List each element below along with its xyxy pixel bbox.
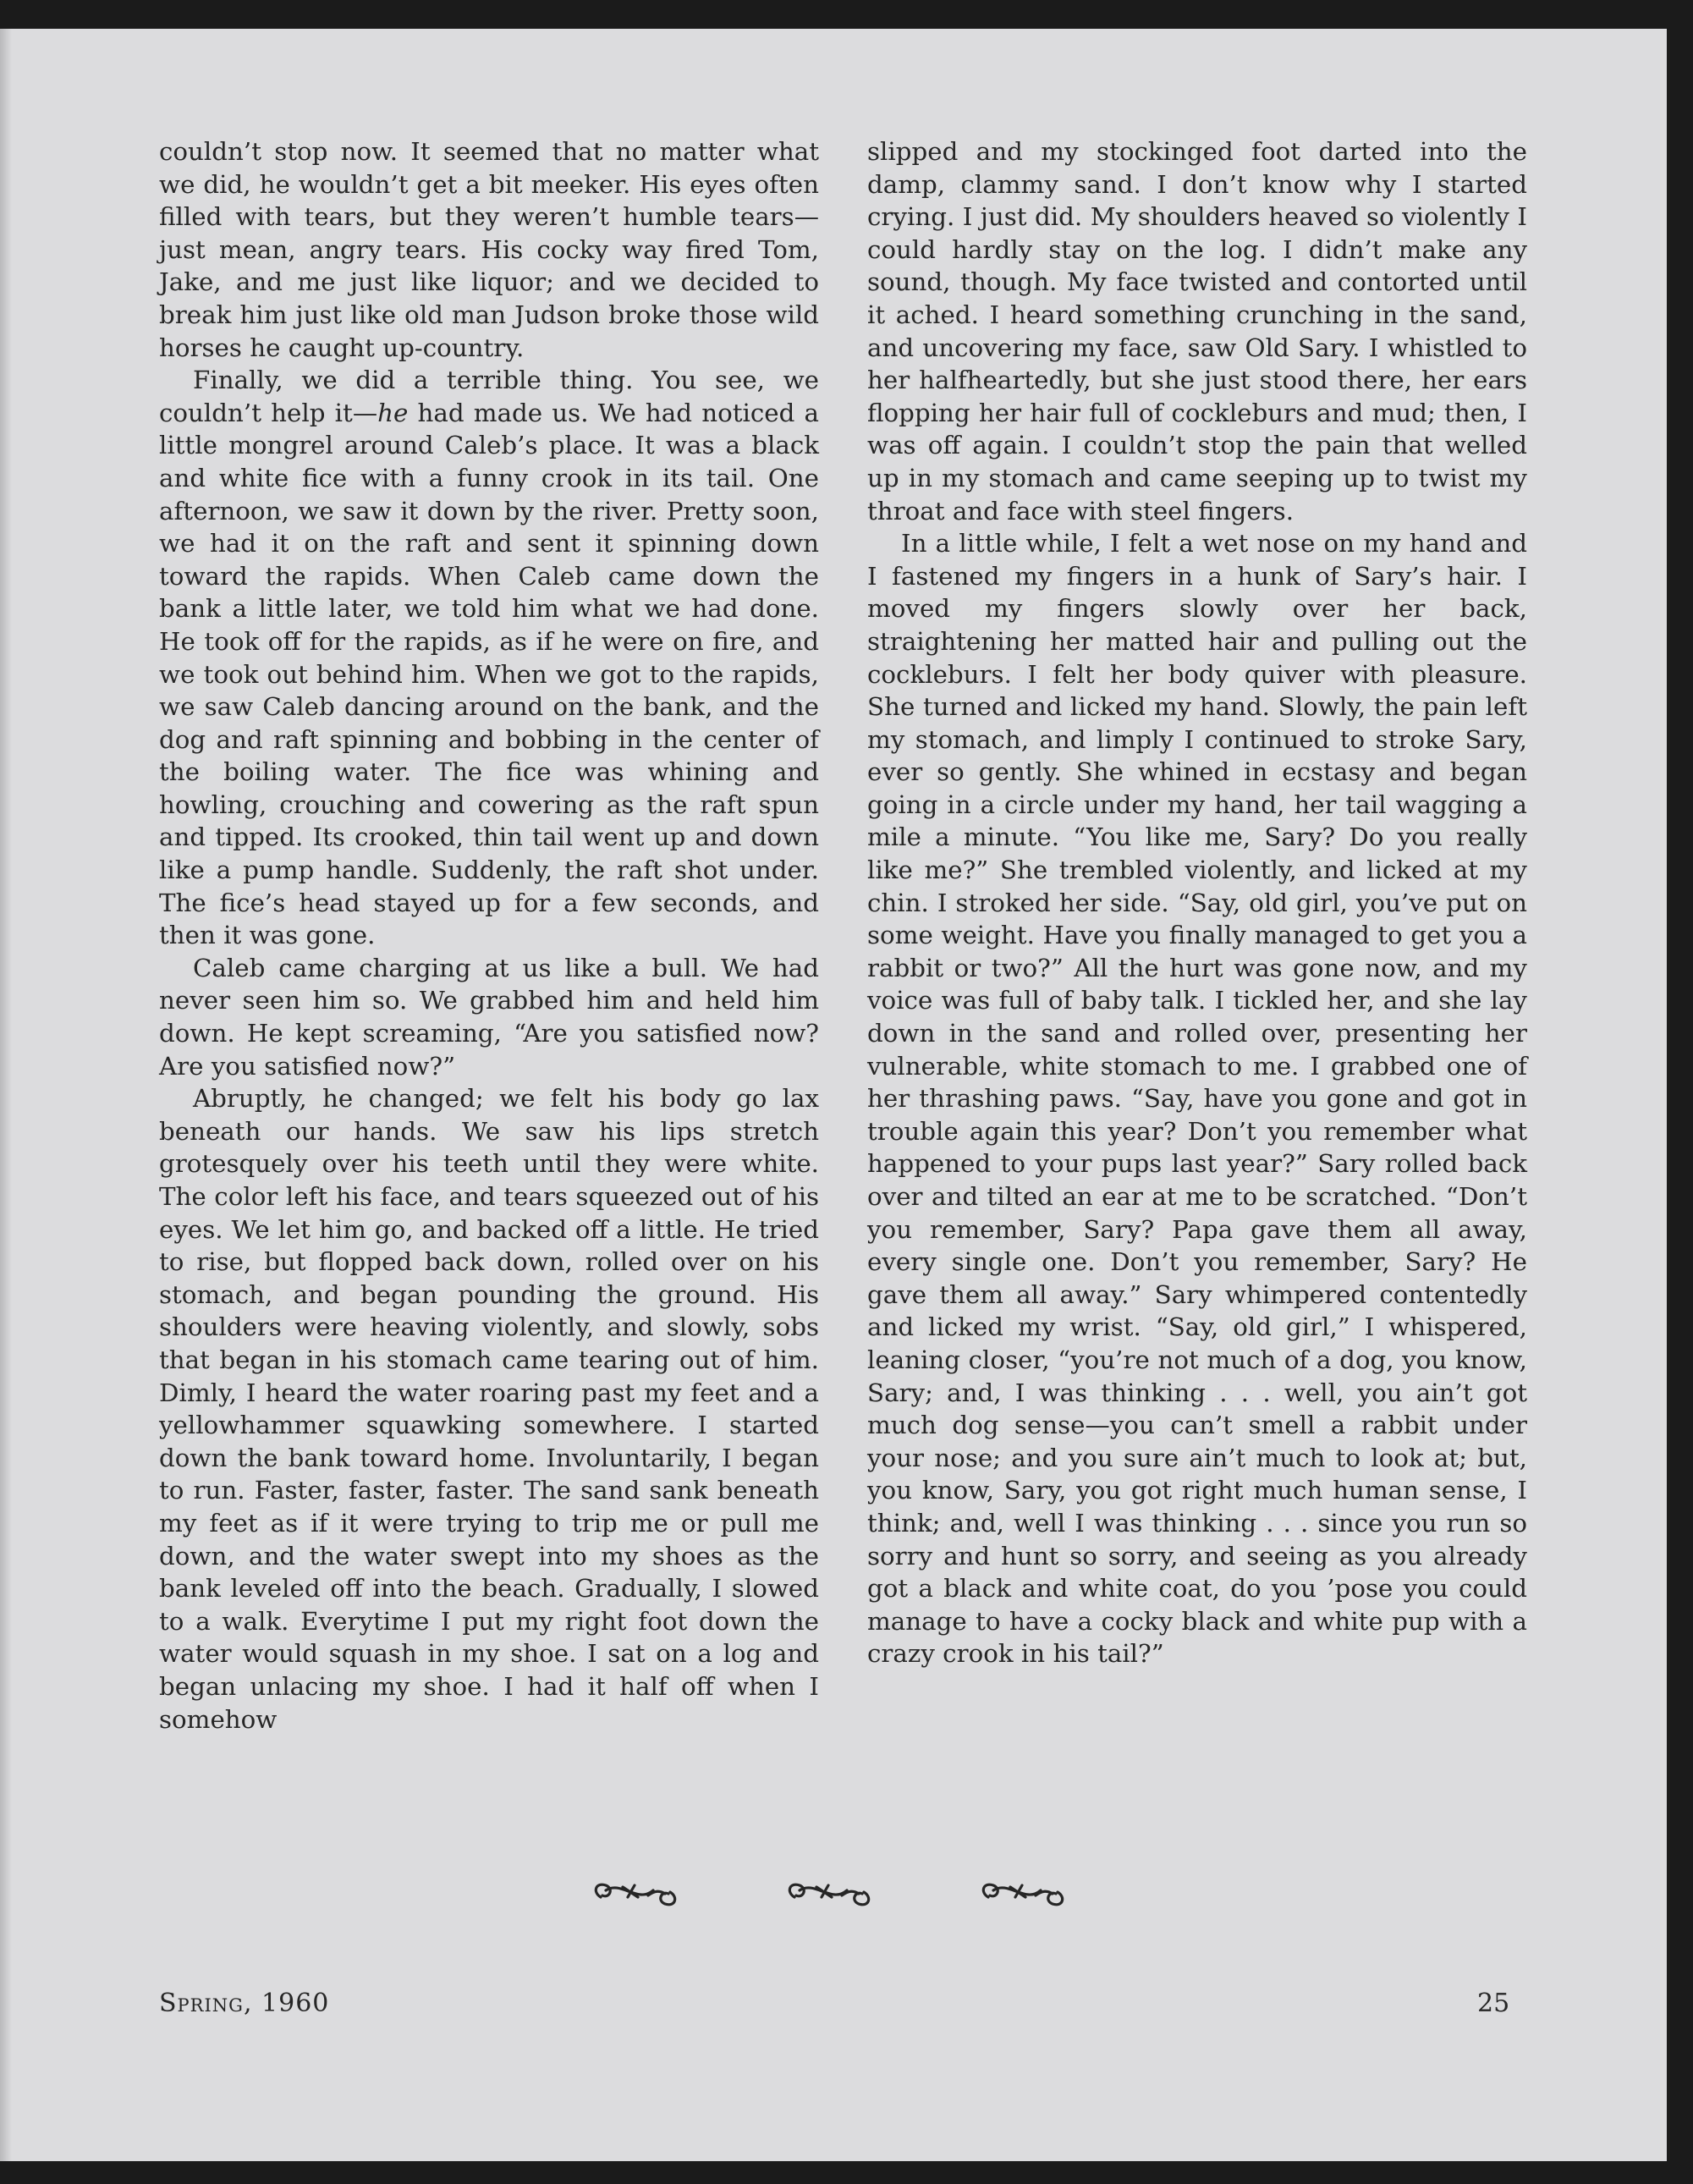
page-number: 25 (1477, 1989, 1510, 2018)
paragraph (159, 364, 819, 952)
magazine-page (0, 29, 1667, 2161)
scroll-flourish-icon (589, 1872, 682, 1914)
scroll-flourish-icon (976, 1872, 1069, 1914)
paragraph: slipped and my stockinged foot darted into the damp, clammy sand. I don’t know why I started crying. I just did. My shoulders heaved so violently I could hardly stay on the log. I didn’t make any sound, though. My face twisted and contorted until it ached. I heard something crunching in the sand, and uncovering my face, saw Old Sary. I whistled to her halfheartedly, but she just stood there, her ears flopping her hair full of cockleburs and mud; then, I was off again. I couldn’t stop the pain that welled up in my stomach and came seeping up to twist my throat and face with steel fingers. (867, 137, 1527, 525)
left-text-column (159, 135, 819, 1736)
issue-date (159, 1989, 329, 2018)
right-text-column (867, 135, 1527, 1670)
paragraph-text: Finally, we did a terrible thing. You see, we couldn’t help it— (159, 366, 819, 427)
paragraph: In a little while, I felt a wet nose on my hand and I fastened my fingers in a hunk of Sary’s hair. I moved my fingers slowly over her back, straightening her matted hair and pulling out the cockleburs. I felt her body quiver with pleasure. She turned and licked my hand. Slowly, the pain left my stomach, and limply I continued to stroke Sary, ever so gently. She whined in ecstasy and began going in a circle under my hand, her tail wagging a mile a minute. “You like me, Sary? Do you really like me?” She trembled violently, and licked at my chin. I stroked her side. “Say, old girl, you’ve put on some weight. Have you finally managed to get you a rabbit or two?” All the hurt was gone now, and my voice was full of baby talk. I tickled her, and she lay down in the sand and rolled over, presenting her vulnerable, white stomach to me. I grabbed one of her thrashing paws. “Say, have you gone and got in trouble again this year? Don’t you remember what happened to your pups last year?” Sary rolled back over and tilted an ear at me to be scratched. “Don’t you remember, Sary? Papa gave them all away, every single one. Don’t you remember, Sary? He gave them all away.” Sary whimpered contentedly and licked my wrist. “Say, old girl,” I whispered, leaning closer, “you’re not much of a dog, you know, Sary; and, I was thinking . . . well, you ain’t got much dog sense—you can’t smell a rabbit under your nose; and you sure ain’t much to look at; but, you know, Sary, you got right much human sense, I think; and, well I was thinking . . . since you run so sorry and hunt so sorry, and seeing as you already got a black and white coat, do you ’pose you could manage to have a cocky black and white pup with a crazy crook in his tail?” (867, 529, 1527, 1669)
section-ornaments (0, 1872, 1667, 1923)
paragraph: Caleb came charging at us like a bull. We had never seen him so. We grabbed him and held him down. He kept screaming, “Are you satisfied now? Are you satisfied now?” (159, 953, 819, 1081)
paragraph: couldn’t stop now. It seemed that no matter what we did, he wouldn’t get a bit meeker. His eyes often filled with tears, but they weren’t humble tears—just mean, angry tears. His cocky way fired Tom, Jake, and me just like liquor; and we decided to break him just like old man Judson broke those wild horses he caught up-country. (159, 137, 819, 362)
issue-year: 1960 (261, 1989, 330, 2018)
page-gutter-shadow (0, 29, 12, 2161)
scroll-flourish-icon (783, 1872, 876, 1914)
issue-season: Spring, (159, 1989, 253, 2018)
emphasis-he: he (377, 398, 409, 427)
paragraph-text: had made us. We had noticed a little mongrel around Caleb’s place. It was a black and white fice with a funny crook in its tail. One afternoon, we saw it down by the river. Pretty soon, we had it on the raft and sent it spinning down toward the rapids. When Caleb came down the bank a little later, we told him what we had done. He took off for the rapids, as if he were on fire, and we took out behind him. When we got to the rapids, we saw Caleb dancing around on the bank, and the dog and raft spinning and bobbing in the center of the boiling water. The fice was whining and howling, crouching and cowering as the raft spun and tipped. Its crooked, thin tail went up and down like a pump handle. Suddenly, the raft shot under. The fice’s head stayed up for a few seconds, and then it was gone. (159, 398, 819, 950)
paragraph: Abruptly, he changed; we felt his body go lax beneath our hands. We saw his lips stretch grotesquely over his teeth until they were white. The color left his face, and tears squeezed out of his eyes. We let him go, and backed off a little. He tried to rise, but flopped back down, rolled over on his stomach, and began pounding the ground. His shoulders were heaving violently, and slowly, sobs that began in his stomach came tearing out of him. Dimly, I heard the water roaring past my feet and a yellowhammer squawking somewhere. I started down the bank toward home. Involuntarily, I began to run. Faster, faster, faster. The sand sank beneath my feet as if it were trying to trip me or pull me down, and the water swept into my shoes as the bank leveled off into the beach. Gradually, I slowed to a walk. Everytime I put my right foot down the water would squash in my shoe. I sat on a log and began unlacing my shoe. I had it half off when I somehow (159, 1084, 819, 1734)
